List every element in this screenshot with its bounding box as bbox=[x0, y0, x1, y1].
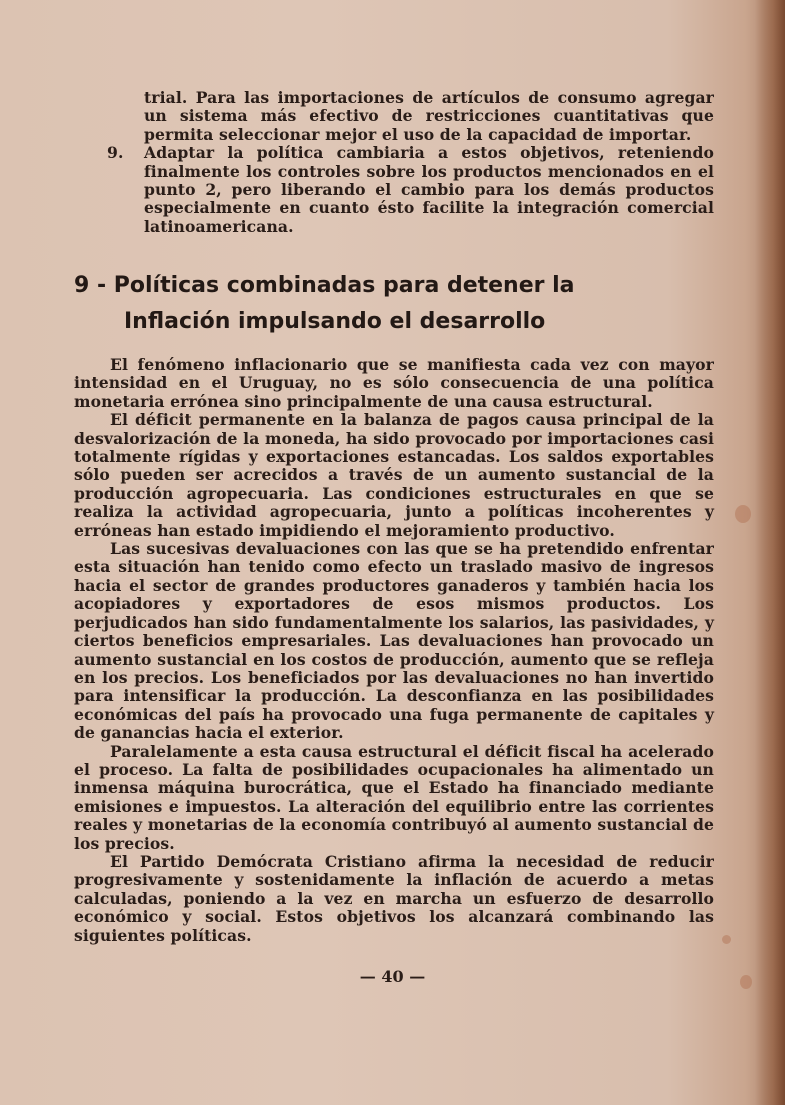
page-edge-shadow bbox=[755, 0, 785, 1105]
section-heading bbox=[74, 268, 714, 340]
list-continuation: trial. Para las importaciones de artículos de consumo agregar un sistema más efectivo de restricciones cuantitativas que permita seleccionar mejor el uso de la capacidad de importar. bbox=[144, 88, 714, 144]
body-text bbox=[74, 356, 714, 945]
paragraph: El déficit permanente en la balanza de pagos causa principal de la desvalorización de la moneda, ha sido provocado por importaciones casi totalmente rígidas y exportaciones estancadas. Los saldos exportables sólo pueden ser acrecidos a través de un aumento sustancial de la producción agropecuaria. Las condiciones estructurales en que se realiza la actividad agropecuaria, junto a políticas incoherentes y erróneas han estado impidiendo el mejoramiento productivo. bbox=[74, 410, 714, 540]
paper-stain bbox=[722, 935, 731, 944]
paper-stain bbox=[735, 505, 751, 523]
list-item-9 bbox=[74, 144, 714, 236]
heading-line-1: 9 - Políticas combinadas para detener la bbox=[74, 273, 575, 298]
paragraph: Las sucesivas devaluaciones con las que se ha pretendido enfrentar esta situación han tenido como efecto un traslado masivo de ingresos hacia el sector de grandes productores ganaderos y también hacia los acopiadores y exportadores de esos mismos productos. Los perjudicados han sido fundamentalmente los salarios, las pasividades, y ciertos beneficios empresariales. Las devaluaciones han provocado un aumento sustancial en los costos de producción, aumento que se refleja en los precios. Los beneficiados por las devaluaciones no han invertido para intensificar la producción. La desconfianza en las posibilidades económicas del país ha provocado una fuga permanente de capitales y de ganancias hacia el exterior. bbox=[74, 539, 714, 743]
heading-line-2: Inflación impulsando el desarrollo bbox=[124, 309, 546, 334]
paragraph: Paralelamente a esta causa estructural el déficit fiscal ha acelerado el proceso. La falta de posibilidades ocupacionales ha alimentado un inmensa máquina burocrática, que el Estado ha financiado mediante emisiones e impuestos. La alteración del equilibrio entre las corrientes reales y monetarias de la economía contribuyó al aumento sustancial de los precios. bbox=[74, 741, 714, 853]
list-number: 9. bbox=[107, 143, 124, 163]
paragraph: El fenómeno inflacionario que se manifiesta cada vez con mayor intensidad en el Uruguay, no es sólo consecuencia de una política monetaria errónea sino principalmente de una causa estructural. bbox=[74, 355, 714, 411]
page-number: — 40 — bbox=[359, 967, 426, 986]
list-item-text: Adaptar la política cambiaria a estos objetivos, reteniendo finalmente los controles sobre los productos mencionados en el punto 2, pero liberando el cambio para los demás productos especialmente en cuanto ésto facilite la integración comercial latinoamericana. bbox=[144, 143, 714, 236]
paragraph: El Partido Demócrata Cristiano afirma la necesidad de reducir progresivamente y sostenidamente la inflación de acuerdo a metas calculadas, poniendo a la vez en marcha un esfuerzo de desarrollo económico y social. Estos objetivos los alcanzará combinando las siguientes políticas. bbox=[74, 851, 714, 945]
intro-block bbox=[74, 89, 714, 236]
